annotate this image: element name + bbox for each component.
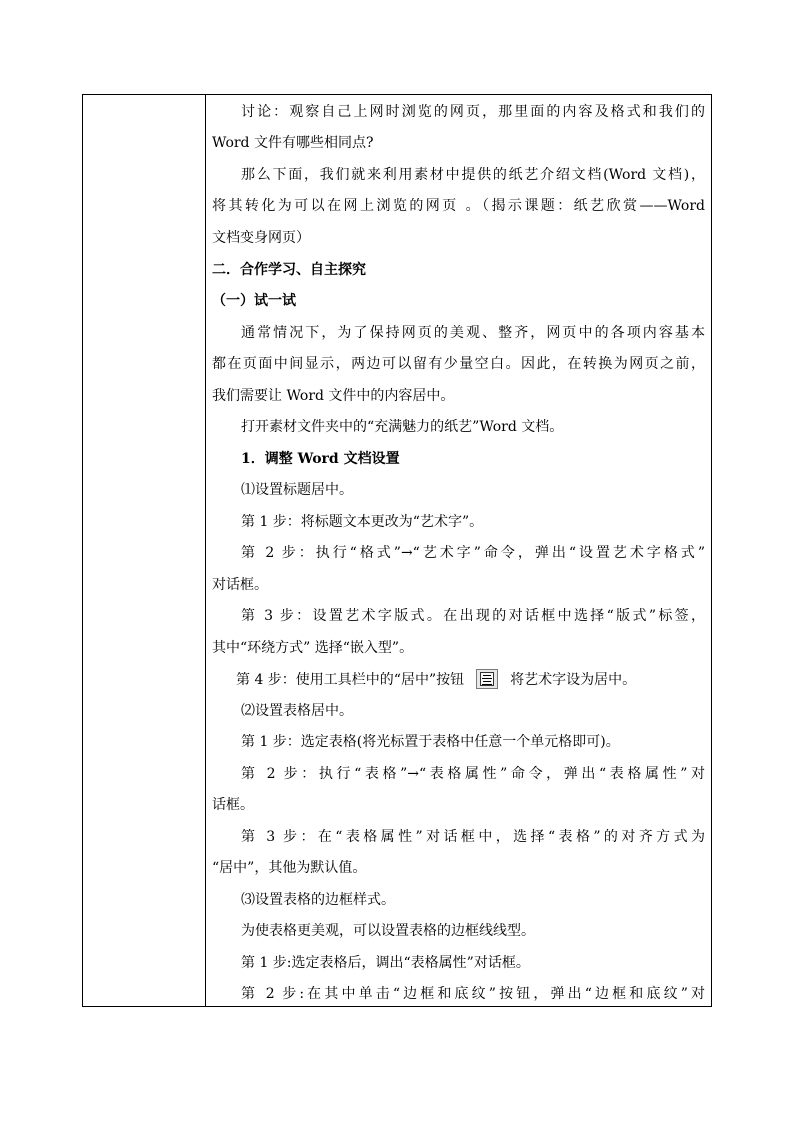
align-center-icon	[476, 669, 498, 689]
text-line: 讨论：观察自己上网时浏览的网页，那里面的内容及格式和我们的	[241, 104, 705, 120]
left-column-cell	[83, 95, 206, 1006]
text-line: 通常情况下，为了保持网页的美观、整齐，网页中的各项内容基本	[241, 325, 705, 341]
text-line: “居中”，其他为默认值。	[212, 860, 367, 876]
text-line: 都在页面中间显示，两边可以留有少量空白。因此，在转换为网页之前，	[212, 356, 705, 372]
text-fragment: 将艺术字设为居中。	[510, 672, 637, 688]
text-line: ⑵设置表格居中。	[241, 703, 353, 719]
text-line: 第 2 步：执行“表格”→“表格属性”命令，弹出“表格属性”对	[241, 766, 705, 782]
content-cell	[206, 95, 711, 1006]
text-fragment: 第 4 步：使用工具栏中的“居中”按钮	[236, 672, 465, 688]
text-line: 话框。	[212, 797, 254, 813]
text-line: 文档变身网页）	[212, 230, 310, 246]
text-line: 将其转化为可以在网上浏览的网页 。（揭示课题：纸艺欣赏——Word	[212, 198, 705, 214]
text-line: 打开素材文件夹中的“充满魅力的纸艺”Word 文档。	[241, 419, 564, 435]
text-line: 为使表格更美观，可以设置表格的边框线线型。	[241, 923, 535, 939]
text-line: 第 3 步：在“表格属性”对话框中，选择“表格”的对齐方式为	[241, 829, 705, 845]
step-heading: 1．调整 Word 文档设置	[241, 451, 400, 467]
text-line: 其中“环绕方式” 选择“嵌入型”。	[212, 640, 414, 656]
text-line: 第 2 步：执行“格式”→“艺术字”命令，弹出“设置艺术字格式”	[241, 545, 705, 561]
text-line: 对话框。	[212, 577, 268, 593]
text-line: ⑴设置标题居中。	[241, 482, 353, 498]
text-line: 第 3 步：设置艺术字版式。在出现的对话框中选择“版式”标签，	[241, 608, 705, 624]
lesson-table	[82, 94, 712, 1007]
text-line: 第 1 步:选定表格后，调出“表格属性”对话框。	[241, 955, 530, 971]
text-line-with-icon	[236, 669, 705, 690]
text-line: 第 2 步:在其中单击“边框和底纹”按钮，弹出“边框和底纹”对	[241, 986, 705, 1002]
text-line: Word 文件有哪些相同点?	[212, 135, 374, 151]
section-heading: 二．合作学习、自主探究	[212, 262, 366, 278]
text-line: ⑶设置表格的边框样式。	[241, 892, 395, 908]
text-line: 那么下面，我们就来利用素材中提供的纸艺介绍文档(Word 文档)，	[241, 167, 705, 183]
text-line: 第 1 步：选定表格(将光标置于表格中任意一个单元格即可)。	[241, 734, 620, 750]
subsection-heading: （一）试一试	[212, 293, 296, 309]
text-line: 我们需要让 Word 文件中的内容居中。	[212, 388, 455, 404]
text-line: 第 1 步：将标题文本更改为“艺术字”。	[241, 514, 484, 530]
